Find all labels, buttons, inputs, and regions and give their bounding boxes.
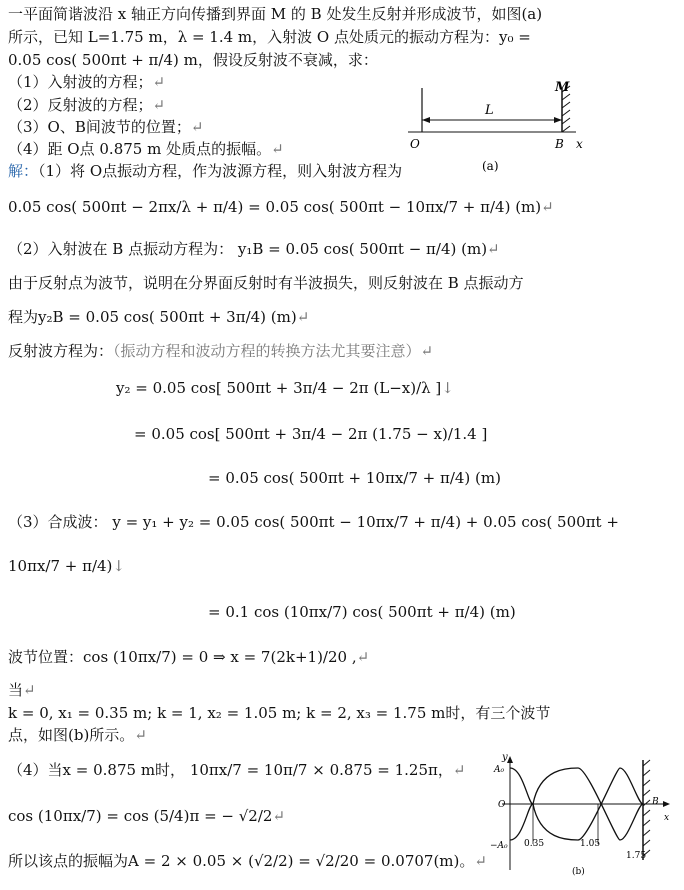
eq-9-text: cos (10πx/7) = cos (5/4)π = − √2/2 [8,807,273,825]
eq-4a-text: y₂ = 0.05 cos[ 500πt + 3π/4 − 2π (L−x)/λ ] [116,379,442,397]
solution-4-text: （4）当 [8,761,63,779]
fig-b-nega0: −A₀ [490,841,508,851]
label-B: B [555,137,564,151]
when-text: 当 [8,681,24,699]
fig-b-b: B [652,797,659,807]
final-line: 所以该点的振幅为A = 2 × 0.05 × (√2/2) = √2/20 = 0.0707(m)。↵ [8,852,487,870]
result-text: k = 0, x₁ = 0.35 m; k = 1, x₂ = 1.05 m; k = 2, x₃ = 1.75 m时，有三个波节 [8,704,551,722]
when-line: 当↵ [8,681,36,699]
solution-2: （2）入射波在 B 点振动方程为： y₁B = 0.05 cos( 500πt − π/4) (m)↵ [8,240,500,258]
label-O: O [410,137,420,151]
nodes-label: 波节位置： [8,648,84,666]
eq-5b: 10πx/7 + π/4)↓ [8,557,125,575]
solution-3-text: （3）合成波： [8,513,108,531]
question-3: （3）O、B间波节的位置；↵ [8,118,204,136]
eq-4a: y₂ = 0.05 cos[ 500πt + 3π/4 − 2π (L−x)/λ ]↓ [116,379,454,397]
eq-1: 0.05 cos( 500πt − 2πx/λ + π/4) = 0.05 cos( 500πt − 10πx/7 + π/4) (m)↵ [8,198,554,216]
eq-4b-text: = 0.05 cos[ 500πt + 3π/4 − 2π (1.75 − x)/1.4 ] [134,425,488,443]
fig-b-caption: (b) [572,867,585,877]
problem-text-3: 0.05 cos( 500πt + π/4) m，假设反射波不衰减，求： [8,51,378,69]
label-M: M [555,80,570,95]
problem-line-3 [8,50,378,70]
solution-1-text: （1）将 O点振动方程，作为波源方程，则入射波方程为 [38,162,403,180]
label-L: L [485,103,494,118]
problem-line-2 [8,27,531,47]
eq-1-text: 0.05 cos( 500πt − 2πx/λ + π/4) = 0.05 cos( 500πt − 10πx/7 + π/4) (m) [8,198,542,216]
nodes-line: 波节位置：cos (10πx/7) = 0 ⇒ x = 7(2k+1)/20 ,↵ [8,648,370,666]
eq-3: y₂B = 0.05 cos( 500πt + 3π/4) (m) [38,308,297,326]
result-text-2: 点，如图(b)所示。 [8,726,135,744]
question-3-text: （3）O、B间波节的位置； [8,118,191,136]
caption-a: (a) [482,159,499,173]
solution-2-line-2-text: 由于反射点为波节，说明在分界面反射时有半波损失，则反射波在 B 点振动方 [8,274,524,292]
eq-4c [208,468,501,488]
eq-9: cos (10πx/7) = cos (5/4)π = − √2/2↵ [8,807,286,825]
eq-6-text: = 0.1 cos (10πx/7) cos( 500πt + π/4) (m) [208,603,516,621]
solution-prefix: 解： [8,162,39,180]
question-4: （4）距 O点 0.875 m 处质点的振幅。↵ [8,140,284,158]
eq-8: x = 0.875 m时， 10πx/7 = 10π/7 × 0.875 = 1.25π， [62,761,453,779]
eq-5a: y = y₁ + y₂ = 0.05 cos( 500πt − 10πx/7 + π/4) + 0.05 cos( 500πt + [112,513,619,531]
fig-b-y: y [502,752,508,763]
eq-5b-text: 10πx/7 + π/4) [8,557,113,575]
figure-b [488,752,678,880]
problem-text-2: 所示，已知 L=1.75 m，λ = 1.4 m，入射波 O 点处质元的振动方程为：y₀ = [8,28,531,46]
eq-4b [134,424,487,444]
result-line [8,703,550,723]
fig-b-x: x [664,813,670,823]
eq-6 [208,602,516,622]
fig-b-node-1: 0.35 [524,839,545,849]
result-line-2: 点，如图(b)所示。↵ [8,726,147,744]
problem-line-1 [8,4,542,24]
question-2: （2）反射波的方程；↵ [8,96,166,114]
eq-10: A = 2 × 0.05 × (√2/2) = √2/20 = 0.0707(m)。 [128,852,475,870]
fig-b-o: O [498,800,506,810]
solution-2-line-4-text: 反射波方程为： [8,342,114,360]
question-4-text: （4）距 O点 0.875 m 处质点的振幅。 [8,140,272,158]
final-text: 所以该点的振幅为 [8,852,129,870]
solution-3 [8,512,619,532]
question-1: （1）入射波的方程；↵ [8,73,166,91]
solution-2-text: （2）入射波在 B 点振动方程为： [8,240,234,258]
question-1-text: （1）入射波的方程； [8,73,153,91]
solution-2-line-4: 反射波方程为：（振动方程和波动方程的转换方法尤其要注意）↵ [8,342,434,360]
eq-4c-text: = 0.05 cos( 500πt + 10πx/7 + π/4) (m) [208,469,501,487]
problem-text-1: 一平面简谐波沿 x 轴正方向传播到界面 M 的 B 处发生反射并形成波节，如图(a) [8,5,543,23]
fig-b-a0: A₀ [494,765,505,775]
eq-2: y₁B = 0.05 cos( 500πt − π/4) (m) [237,240,488,258]
solution-4: （4）当x = 0.875 m时， 10πx/7 = 10π/7 × 0.875 = 1.25π，↵ [8,761,466,779]
eq-7: cos (10πx/7) = 0 ⇒ x = 7(2k+1)/20 , [83,648,357,666]
solution-2-line-3: 程为y₂B = 0.05 cos( 500πt + 3π/4) (m)↵ [8,308,310,326]
solution-2-line-3-text: 程为 [8,308,39,326]
question-2-text: （2）反射波的方程； [8,96,153,114]
solution-note: （振动方程和波动方程的转换方法尤其要注意） [113,342,421,360]
solution-2-line-2 [8,273,524,293]
fig-b-node-2: 1.05 [580,839,601,849]
solution-1 [8,161,402,181]
figure-a [400,76,590,176]
fig-b-node-3: 1.75 [626,851,647,861]
label-x: x [576,137,583,151]
